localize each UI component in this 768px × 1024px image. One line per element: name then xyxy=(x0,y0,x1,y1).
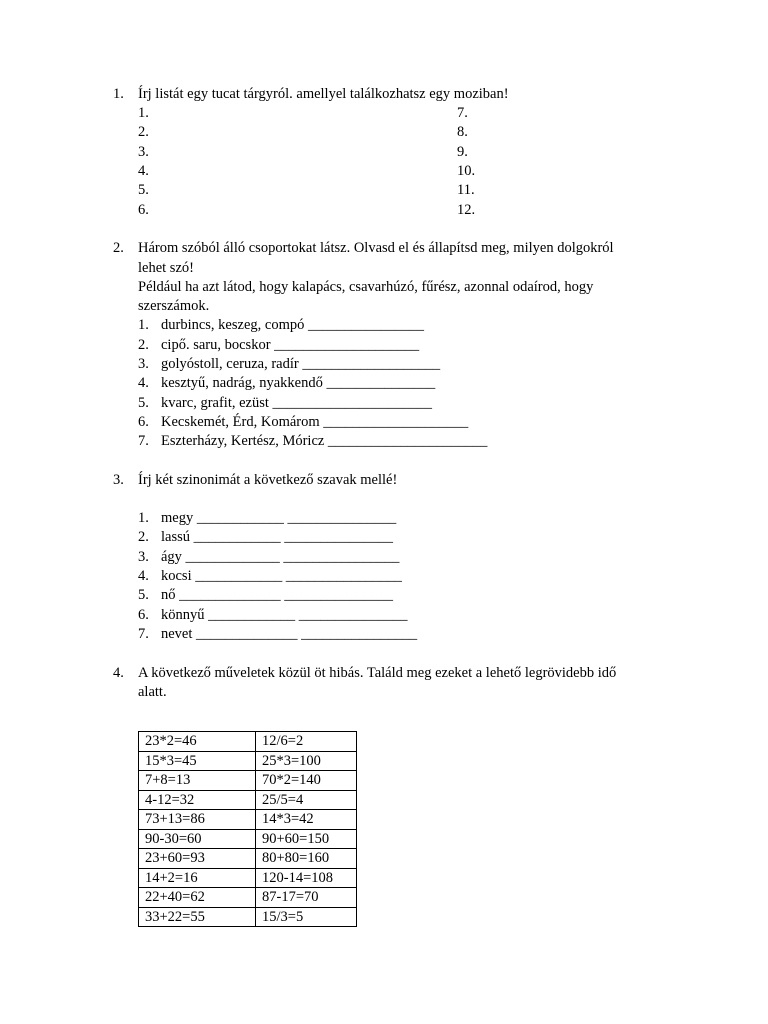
table-cell: 70*2=140 xyxy=(256,771,357,791)
list-item: Eszterházy, Kertész, Móricz ______________________ xyxy=(161,433,488,449)
list-item: 10. xyxy=(457,163,476,179)
table-row xyxy=(139,829,357,849)
table-cell: 25*3=100 xyxy=(256,751,357,771)
q2-number: 2. xyxy=(113,240,124,256)
list-item-number: 2. xyxy=(138,529,149,545)
list-item-number: 6. xyxy=(138,414,149,430)
list-item: durbincs, keszeg, compó ________________ xyxy=(161,317,424,333)
list-item-number: 2. xyxy=(138,337,149,353)
list-item: Kecskemét, Érd, Komárom ____________________ xyxy=(161,414,469,430)
list-item: könnyű ____________ _______________ xyxy=(161,607,408,623)
table-cell: 4-12=32 xyxy=(139,790,256,810)
table-cell: 7+8=13 xyxy=(139,771,256,791)
list-item: 6. xyxy=(138,202,149,218)
q3-text: Írj két szinonimát a következő szavak mellé! xyxy=(138,472,398,488)
list-item-number: 4. xyxy=(138,375,149,391)
list-item: 3. xyxy=(138,144,149,160)
table-cell: 14+2=16 xyxy=(139,868,256,888)
table-row xyxy=(139,849,357,869)
table-cell: 22+40=62 xyxy=(139,888,256,908)
list-item-number: 1. xyxy=(138,317,149,333)
table-row xyxy=(139,868,357,888)
table-cell: 23*2=46 xyxy=(139,732,256,752)
table-row xyxy=(139,790,357,810)
table-cell: 15*3=45 xyxy=(139,751,256,771)
list-item: 5. xyxy=(138,182,149,198)
table-cell: 120-14=108 xyxy=(256,868,357,888)
q4-text-line: A következő műveletek közül öt hibás. Találd meg ezeket a lehető legrövidebb idő xyxy=(138,665,617,681)
table-cell: 80+80=160 xyxy=(256,849,357,869)
list-item: cipő. saru, bocskor ____________________ xyxy=(161,337,420,353)
list-item: nevet ______________ ________________ xyxy=(161,626,418,642)
table-row xyxy=(139,907,357,927)
list-item: kvarc, grafit, ezüst ______________________ xyxy=(161,395,433,411)
table-cell: 87-17=70 xyxy=(256,888,357,908)
list-item-number: 4. xyxy=(138,568,149,584)
list-item: 2. xyxy=(138,124,149,140)
table-cell: 90-30=60 xyxy=(139,829,256,849)
list-item: golyóstoll, ceruza, radír ___________________ xyxy=(161,356,441,372)
list-item: 7. xyxy=(457,105,468,121)
table-row xyxy=(139,888,357,908)
list-item: kesztyű, nadrág, nyakkendő _______________ xyxy=(161,375,436,391)
list-item-number: 5. xyxy=(138,587,149,603)
list-item: 8. xyxy=(457,124,468,140)
table-cell: 15/3=5 xyxy=(256,907,357,927)
q2-text-line: Például ha azt látod, hogy kalapács, csavarhúzó, fűrész, azonnal odaírod, hogy xyxy=(138,279,594,295)
list-item-number: 6. xyxy=(138,607,149,623)
list-item-number: 5. xyxy=(138,395,149,411)
table-row xyxy=(139,732,357,752)
table-cell: 73+13=86 xyxy=(139,810,256,830)
operations-table xyxy=(138,731,357,927)
q1-text: Írj listát egy tucat tárgyról. amellyel találkozhatsz egy moziban! xyxy=(138,86,509,102)
list-item: nő ______________ _______________ xyxy=(161,587,393,603)
table-row xyxy=(139,771,357,791)
table-cell: 25/5=4 xyxy=(256,790,357,810)
q3-number: 3. xyxy=(113,472,124,488)
list-item: 4. xyxy=(138,163,149,179)
table-cell: 33+22=55 xyxy=(139,907,256,927)
q1-number: 1. xyxy=(113,86,124,102)
q2-text-line: lehet szó! xyxy=(138,260,194,276)
list-item: megy ____________ _______________ xyxy=(161,510,397,526)
list-item: ágy _____________ ________________ xyxy=(161,549,400,565)
q4-number: 4. xyxy=(113,665,124,681)
list-item: 12. xyxy=(457,202,476,218)
table-cell: 14*3=42 xyxy=(256,810,357,830)
table-cell: 23+60=93 xyxy=(139,849,256,869)
list-item-number: 1. xyxy=(138,510,149,526)
q2-text-line: szerszámok. xyxy=(138,298,210,314)
list-item: 11. xyxy=(457,182,475,198)
q4-text-line: alatt. xyxy=(138,684,167,700)
list-item-number: 7. xyxy=(138,433,149,449)
table-cell: 12/6=2 xyxy=(256,732,357,752)
list-item-number: 7. xyxy=(138,626,149,642)
list-item: lassú ____________ _______________ xyxy=(161,529,393,545)
table-row xyxy=(139,810,357,830)
list-item-number: 3. xyxy=(138,356,149,372)
q2-text-line: Három szóból álló csoportokat látsz. Olvasd el és állapítsd meg, milyen dolgokról xyxy=(138,240,614,256)
table-cell: 90+60=150 xyxy=(256,829,357,849)
list-item-number: 3. xyxy=(138,549,149,565)
list-item: kocsi ____________ ________________ xyxy=(161,568,402,584)
table-row xyxy=(139,751,357,771)
list-item: 9. xyxy=(457,144,468,160)
list-item: 1. xyxy=(138,105,149,121)
